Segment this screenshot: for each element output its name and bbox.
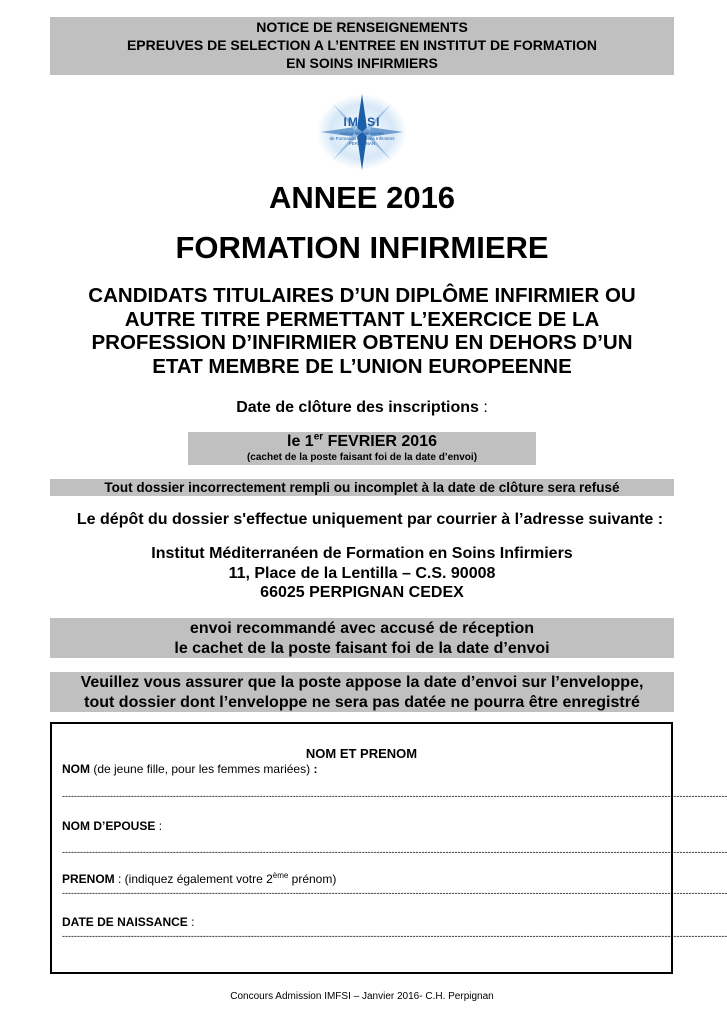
epouse-label: NOM D’EPOUSE [62,819,156,833]
header-line-1: NOTICE DE RENSEIGNEMENTS [256,19,468,35]
closing-date [188,433,536,451]
prenom-hint-ordinal: ème [272,871,289,880]
form-title: NOM ET PRENOM [305,746,418,761]
prenom-hint-start: : (indiquez également votre 2 [114,872,273,886]
nom-hint: (de jeune fille, pour les femmes mariées) [90,762,314,776]
nom-field-label [62,762,317,776]
registered-line-1: envoi recommandé avec accusé de réception [189,620,535,637]
header-line-2: EPREUVES DE SELECTION A L’ENTREE EN INSTITUT DE FORMATION [126,37,598,53]
postmark-notice [50,672,674,712]
nom-input-line[interactable]: ------------------------------------------------------------------------------------------------------------------------------------------------------------------------------------------------------------------------------ [62,791,727,801]
header-banner [50,17,674,75]
candidates-line-3: PROFESSION D’INFIRMIER OBTENU EN DEHORS D’UN [91,331,633,354]
page-footer: Concours Admission IMFSI – Janvier 2016- C.H. Perpignan [230,991,494,1002]
imfsi-logo [315,92,409,172]
year-title: ANNEE 2016 [268,180,456,215]
header-line-3: EN SOINS INFIRMIERS [286,55,438,71]
candidates-line-2: AUTRE TITRE PERMETTANT L’EXERCICE DE LA [124,307,600,331]
naissance-field-label [62,915,194,929]
logo-subtitle-line-2: de Formation en Soins Infirmiers [329,136,395,141]
naissance-colon: : [187,915,195,929]
prenom-label: PRENOM [62,872,115,886]
nom-label: NOM [62,762,90,776]
incomplete-warning: Tout dossier incorrectement rempli ou incomplet à la date de clôture sera refusé [50,479,674,496]
epouse-input-line[interactable]: ------------------------------------------------------------------------------------------------------------------------------------------------------------------------------------------------------------------------------ [62,847,727,857]
naissance-input-line[interactable]: ------------------------------------------------------------------------------------------------------------------------------------------------------------------------------------------------------------------------------ [62,931,727,941]
closing-date-ordinal: er [313,431,324,443]
address-line-2: 11, Place de la Lentilla – C.S. 90008 [228,564,496,582]
registered-line-2: le cachet de la poste faisant foi de la date d’envoi [174,639,550,657]
postmark-line-1: Veuillez vous assurer que la poste appose la date d’envoi sur l’enveloppe, [80,674,644,691]
logo-name: IMFSI [343,115,381,129]
postmark-line-2: tout dossier dont l’enveloppe ne sera pas datée ne pourra être enregistré [84,693,640,711]
naissance-label: DATE DE NAISSANCE [62,915,188,929]
closing-date-suffix: FEVRIER 2016 [323,433,437,450]
closing-date-box [188,432,536,465]
deposit-instruction: Le dépôt du dossier s'effectue uniquement par courrier à l’adresse suivante : [76,511,664,528]
candidates-line-1: CANDIDATS TITULAIRES D’UN DIPLÔME INFIRMIER OU [88,284,636,307]
candidates-heading [40,284,684,378]
logo-subtitle [319,131,405,146]
nom-colon: : [313,762,318,776]
formation-title: FORMATION INFIRMIERE [175,230,549,265]
prenom-hint-end: prénom) [288,872,337,886]
closing-date-note: (cachet de la poste faisant foi de la date d’envoi) [246,452,478,463]
closing-label-colon: : [478,399,488,416]
closing-date-label [0,398,724,418]
epouse-field-label [62,819,162,833]
closing-label-text: Date de clôture des inscriptions [236,399,479,416]
registered-mail-notice [50,618,674,658]
prenom-field-label [62,872,336,886]
prenom-input-line[interactable]: ------------------------------------------------------------------------------------------------------------------------------------------------------------------------------------------------------------------------------ [62,888,727,898]
logo-subtitle-line-3: PERPIGNAN [348,141,376,146]
mailing-address [0,544,724,603]
address-line-1: Institut Méditerranéen de Formation en Soins Infirmiers [151,545,573,562]
epouse-colon: : [155,819,163,833]
address-line-3: 66025 PERPIGNAN CEDEX [260,584,464,601]
logo-subtitle-line-1: Institut Méditerranéen [340,131,384,136]
closing-date-prefix: le 1 [287,433,314,450]
candidates-line-4: ETAT MEMBRE DE L’UNION EUROPEENNE [152,354,572,378]
identity-form [50,722,727,974]
